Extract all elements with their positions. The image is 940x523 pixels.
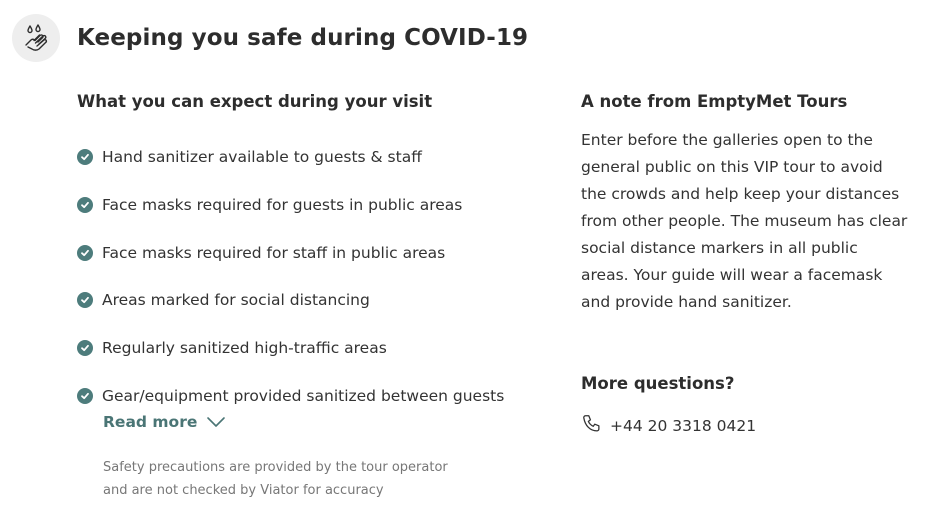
list-item-label: Face masks required for guests in public areas xyxy=(102,196,463,214)
phone-icon xyxy=(581,413,603,439)
list-item xyxy=(77,288,370,312)
check-circle-icon xyxy=(77,197,93,213)
list-item-label: Gear/equipment provided sanitized between guests xyxy=(102,387,505,405)
phone-link[interactable] xyxy=(581,414,756,438)
check-circle-icon xyxy=(77,292,93,308)
disclaimer-text xyxy=(103,456,503,502)
list-item-label: Hand sanitizer available to guests & staff xyxy=(102,148,422,166)
chevron-down-icon xyxy=(206,416,226,428)
list-item-label: Regularly sanitized high-traffic areas xyxy=(102,339,387,357)
phone-number: +44 20 3318 0421 xyxy=(610,417,757,435)
list-item xyxy=(77,145,422,169)
expectations-heading: What you can expect during your visit xyxy=(77,92,433,111)
note-body xyxy=(581,127,921,316)
note-line: the crowds and help keep your distances xyxy=(581,185,900,203)
list-item xyxy=(77,336,387,360)
note-line: general public on this VIP tour to avoid xyxy=(581,158,883,176)
list-item xyxy=(77,384,504,408)
list-item xyxy=(77,193,462,217)
page-title: Keeping you safe during COVID-19 xyxy=(77,25,529,51)
hand-sanitizer-icon xyxy=(12,14,60,62)
list-item-label: Face masks required for staff in public areas xyxy=(102,244,446,262)
note-heading: A note from EmptyMet Tours xyxy=(581,92,848,111)
check-circle-icon xyxy=(77,149,93,165)
operator-note-section xyxy=(581,90,926,435)
note-line: and provide hand sanitizer. xyxy=(581,293,792,311)
check-circle-icon xyxy=(77,245,93,261)
check-circle-icon xyxy=(77,388,93,404)
note-line: social distance markers in all public xyxy=(581,239,858,257)
list-item xyxy=(77,241,445,265)
disclaimer-line: Safety precautions are provided by the tour operator xyxy=(103,460,448,475)
note-line: from other people. The museum has clear xyxy=(581,212,908,230)
check-circle-icon xyxy=(77,340,93,356)
disclaimer-line: and are not checked by Viator for accuracy xyxy=(103,483,384,498)
list-item-label: Areas marked for social distancing xyxy=(102,291,370,309)
covid-safety-header xyxy=(12,14,528,62)
note-line: Enter before the galleries open to the xyxy=(581,131,873,149)
note-line: areas. Your guide will wear a facemask xyxy=(581,266,883,284)
read-more-label: Read more xyxy=(103,413,198,431)
more-questions-heading: More questions? xyxy=(581,374,735,393)
expectations-section xyxy=(77,90,537,498)
read-more-button[interactable] xyxy=(103,410,226,434)
